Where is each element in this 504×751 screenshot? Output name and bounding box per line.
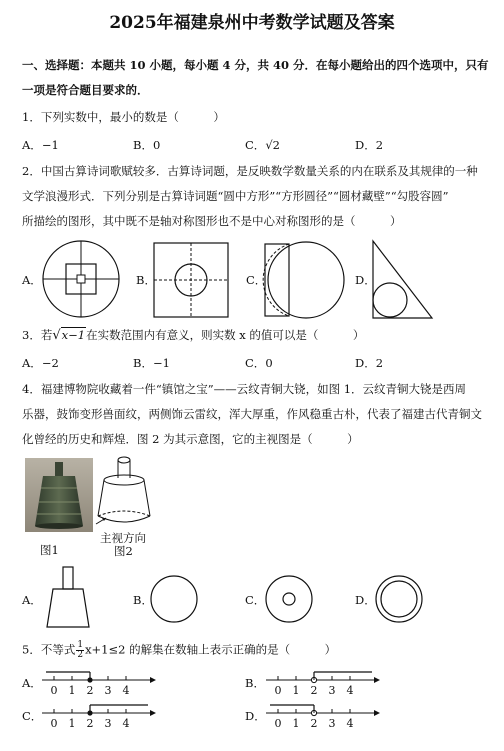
q4-figure-c <box>263 573 315 625</box>
q3-stem-pre: 3．若 <box>22 328 53 342</box>
q4-view-direction-label: 主视方向 <box>100 531 146 545</box>
q5-number-line-d <box>262 701 382 731</box>
q2-option-a-letter[interactable]: A． <box>22 273 42 287</box>
q5-fraction <box>76 641 84 660</box>
q5-d-tick-label: 4 <box>346 717 354 730</box>
q5-d-tick-label: 0 <box>274 717 282 730</box>
q4-option-d-letter[interactable]: D． <box>355 593 376 607</box>
q5-c-tick-label: 0 <box>50 717 58 730</box>
q3-option-a-text: −2 <box>41 356 59 370</box>
q5-option-b-letter[interactable]: B． <box>245 676 265 690</box>
q4-fig1-label: 图1 <box>40 543 59 557</box>
q5-stem-post: x+1≤2 的解集在数轴上表示正确的是（ ） <box>85 642 337 657</box>
q5-c-tick-label: 3 <box>104 717 112 730</box>
q2-figure-d <box>370 238 436 322</box>
q4-option-c-letter[interactable]: C． <box>245 593 266 607</box>
q5-a-tick-label: 3 <box>104 684 112 697</box>
page-title: 2025年福建泉州中考数学试题及答案 <box>109 13 395 33</box>
q5-d-tick-label: 1 <box>292 717 300 730</box>
q5-stem-pre: 5．不等式 <box>22 642 76 657</box>
q3-option-a[interactable] <box>22 355 59 371</box>
q1-option-b-letter: B． <box>133 138 153 152</box>
q2-figure-c <box>262 238 348 322</box>
q2-figure-b <box>151 240 231 320</box>
q4-line1: 4．福建博物院收藏着一件“镇馆之宝”——云纹青铜大铙，如图 1．云纹青铜大铙是西周 <box>22 382 467 396</box>
q4-option-b-letter[interactable]: B． <box>133 593 153 607</box>
q5-c-tick-label: 1 <box>68 717 76 730</box>
q5-option-d-letter[interactable]: D． <box>245 709 266 723</box>
q5-a-tick-label: 2 <box>86 684 94 697</box>
q4-option-a-letter[interactable]: A． <box>22 593 42 607</box>
q1-option-d-text: 2 <box>375 138 384 152</box>
q5-b-tick-label: 1 <box>292 684 300 697</box>
q4-fig2-label: 图2 <box>114 544 133 558</box>
q5-a-tick-label: 0 <box>50 684 58 697</box>
q4-line3: 化曾经的历史和辉煌．图 2 为其示意图，它的主视图是（ ） <box>22 432 359 446</box>
q3-option-d-letter: D． <box>355 356 376 370</box>
q2-figure-a <box>40 238 122 320</box>
q3-stem <box>22 328 364 343</box>
q3-option-c-letter: C． <box>245 356 266 370</box>
q3-option-c-text: 0 <box>265 356 273 370</box>
q1-option-d[interactable] <box>355 137 383 153</box>
q1-option-c-text: √2 <box>265 138 280 152</box>
q3-radicand: x−1 <box>61 328 86 342</box>
q1-option-d-letter: D． <box>355 138 376 152</box>
q5-option-c-letter[interactable]: C． <box>22 709 43 723</box>
q5-number-line-c <box>38 701 158 731</box>
q1-option-b[interactable] <box>133 137 160 153</box>
section-header-line2: 一项是符合题目要求的． <box>22 83 149 97</box>
q5-a-tick-label: 1 <box>68 684 76 697</box>
q5-number-line-b <box>262 668 382 698</box>
q5-fraction-numerator: 1 <box>77 640 84 650</box>
q4-figure-b <box>148 573 200 625</box>
q4-figure-a <box>43 565 109 629</box>
q1-option-c-letter: C． <box>245 138 266 152</box>
q3-option-b-letter: B． <box>133 356 153 370</box>
q2-line1: 2．中国古算诗词歌赋较多．古算诗词题，是反映数学数量关系的内在联系及其规律的一种 <box>22 164 478 178</box>
q5-b-tick-label: 2 <box>310 684 318 697</box>
q5-option-a-letter[interactable]: A． <box>22 676 42 690</box>
q1-option-c[interactable] <box>245 137 280 153</box>
q2-line2: 文学浪漫形式．下列分别是古算诗词题“圆中方形”“方形圆径”“圆材藏壁”“勾股容圆” <box>22 189 449 203</box>
q1-stem: 1．下列实数中，最小的数是（ ） <box>22 110 225 124</box>
q3-sqrt-sign: √ <box>52 328 61 343</box>
q2-option-d-letter[interactable]: D． <box>355 273 376 287</box>
q2-line3: 所描绘的图形，其中既不是轴对称图形也不是中心对称图形的是（ ） <box>22 214 402 228</box>
section-header-line1: 一、选择题：本题共 10 小题，每小题 4 分，共 40 分．在每小题给出的四个选项中，只有 <box>22 58 489 72</box>
q1-option-a-text: −1 <box>41 138 59 152</box>
q5-b-tick-label: 0 <box>274 684 282 697</box>
q4-bronze-bell-photo <box>25 458 93 532</box>
q5-c-tick-label: 2 <box>86 717 94 730</box>
q5-c-tick-label: 4 <box>122 717 130 730</box>
q5-stem <box>22 641 336 660</box>
q3-option-b[interactable] <box>133 355 170 371</box>
q5-b-tick-label: 4 <box>346 684 354 697</box>
q5-fraction-denominator: 2 <box>77 650 84 660</box>
q4-figure-2-schematic <box>92 452 162 532</box>
q5-number-line-a <box>38 668 158 698</box>
q2-option-c-letter[interactable]: C． <box>246 273 267 287</box>
q5-a-tick-label: 4 <box>122 684 130 697</box>
q1-option-b-text: 0 <box>152 138 161 152</box>
q3-option-c[interactable] <box>245 355 273 371</box>
q3-option-b-text: −1 <box>152 356 170 370</box>
q3-option-d[interactable] <box>355 355 383 371</box>
q5-b-tick-label: 3 <box>328 684 336 697</box>
q1-option-a-letter: A． <box>22 138 42 152</box>
q5-d-tick-label: 3 <box>328 717 336 730</box>
q3-option-d-text: 2 <box>375 356 384 370</box>
q3-option-a-letter: A． <box>22 356 42 370</box>
q4-figure-d <box>373 573 425 625</box>
q4-line2: 乐器，鼓饰变形兽面纹，两侧饰云雷纹，浑大厚重，作风稳重古朴，代表了福建古代青铜文 <box>22 407 482 421</box>
q1-option-a[interactable] <box>22 137 59 153</box>
q2-option-b-letter[interactable]: B． <box>136 273 156 287</box>
q5-d-tick-label: 2 <box>310 717 318 730</box>
q3-stem-post: 在实数范围内有意义，则实数 x 的值可以是（ ） <box>86 328 365 342</box>
